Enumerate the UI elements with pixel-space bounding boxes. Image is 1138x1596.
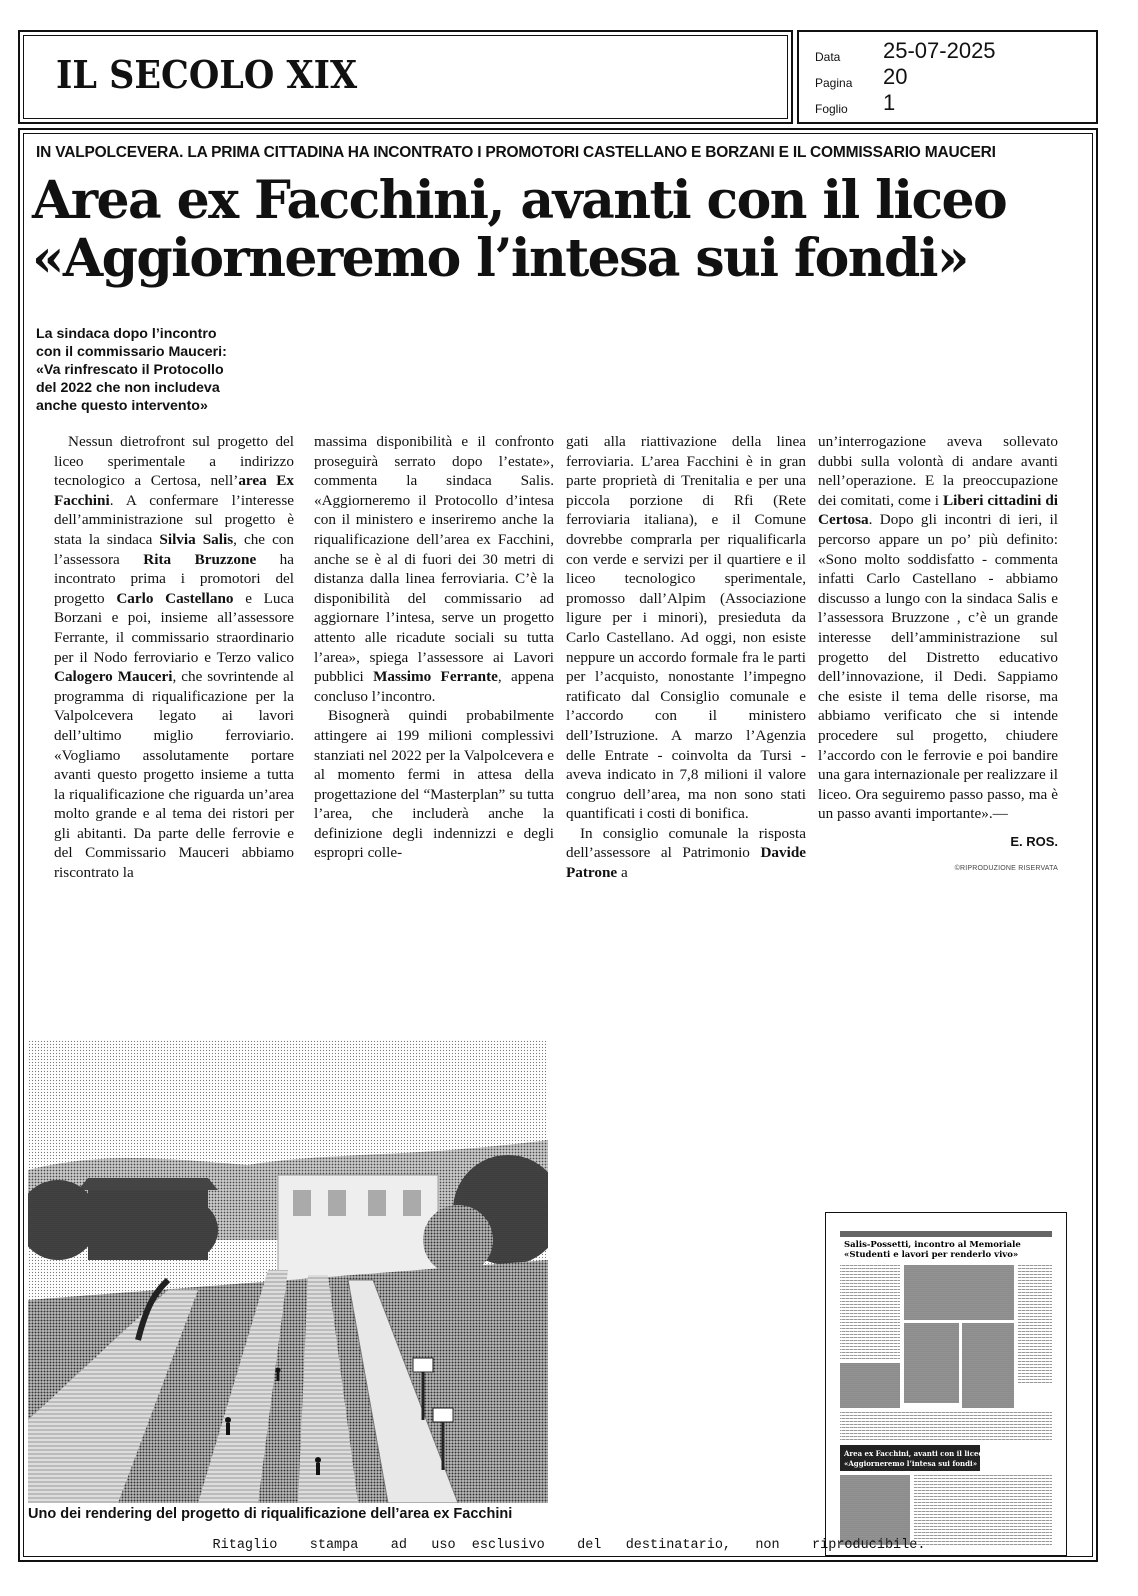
article-column-1 bbox=[54, 432, 294, 883]
summary-line: «Va rinfrescato il Protocollo bbox=[36, 362, 224, 378]
document-header bbox=[18, 30, 1098, 126]
thumb-headline-2: «Studenti e lavori per renderlo vivo» bbox=[844, 1250, 1019, 1260]
body-paragraph: un’interrogazione aveva sollevato dubbi sulla volontà di andare avanti nell’operazione. E la preoccupazione dei comitati, come i Liberi cittadini di Certosa. Dopo gli incontri di ieri, il percorso appare un po’ più definito: «Sono molto soddisfatto - commenta infatti Carlo Castellano - abbiamo discusso a lungo con la sindaca Salis e l’assessora Bruzzone , c’è un grande interesse dell’amministrazione sul progetto del Distretto educativo dell’innovazione, il Dedi. Sappiamo che esiste il tema delle risorse, ma abbiamo verificato che si intende procedere sul progetto, chiudere l’accordo con le ferrovie e poi bandire una gara internazionale per realizzare il liceo. Ora seguiremo passo passo, ma è un passo avanti importante».— bbox=[818, 433, 1058, 823]
copyright-notice: ©RIPRODUZIONE RISERVATA bbox=[954, 865, 1058, 873]
body-paragraph: gati alla riattivazione della linea ferroviaria. L’area Facchini è in gran parte proprietà di Trenitalia e per una piccola porzione di Rfi (Rete ferroviaria italiana), e il Comune dovrebbe comprarla per riqualificarla con verde e servizi per il quartiere e il liceo tecnologico sperimentale, promosso dall’Alpim (Associazione ligure per i minori), presieduta da Carlo Castellano. Ad oggi, non esiste neppure un accordo formale fra le parti per l’acquisto, nonostante l’impegno ratificato dal Consiglio comunale e l’accordo con il ministero dell’Istruzione. A marzo l’Agenzia delle Entrate - coinvolta da Tursi - aveva indicato in 7,8 milioni il valore congruo dell’area, ma non sono stati quantificati i costi di bonifica. bbox=[566, 433, 806, 823]
photo-caption: Uno dei rendering del progetto di riqualificazione dell’area ex Facchini bbox=[28, 1506, 513, 1522]
article-column-2 bbox=[314, 432, 554, 863]
thumb-photo bbox=[840, 1475, 910, 1545]
page-thumbnail bbox=[825, 1212, 1067, 1556]
tree bbox=[423, 1205, 493, 1275]
author-signature: E. ROS. bbox=[1010, 833, 1058, 849]
article-column-3 bbox=[566, 432, 806, 883]
sheet-value: 1 bbox=[883, 90, 896, 115]
thumb-headline-1: Salis-Possetti, incontro al Memoriale bbox=[844, 1240, 1021, 1250]
person bbox=[276, 1368, 281, 1373]
window bbox=[403, 1190, 421, 1216]
date-value: 25-07-2025 bbox=[883, 38, 996, 63]
rendering-photo bbox=[28, 1040, 548, 1503]
thumb-text-block bbox=[914, 1475, 1052, 1545]
hoop-board bbox=[433, 1408, 453, 1422]
article-column-4 bbox=[818, 432, 1058, 879]
tree bbox=[158, 1200, 218, 1260]
body-paragraph: Nessun dietrofront sul progetto del liceo sperimentale a indirizzo tecnologico a Certosa, nell’area Ex Facchini. A confermare l’interesse dell’amministrazione sul progetto è stata la sindaca Silvia Salis, che con l’assessora Rita Bruzzone ha incontrato prima i promotori del progetto Carlo Castellano e Luca Borzani e poi, insieme all’assessore Ferrante, il commissario straordinario per il Nodo ferroviario e Terzo valico Calogero Mauceri, che sovrintende al programma di riqualificazione per la Valpolcevera legato ai lavori dell’ultimo miglio ferroviario. «Vogliamo assolutamente portare avanti questo progetto insieme a tutta la riqualificazione che riguarda un’area molto grande e al tema dei ristori per gli abitanti. Da parte delle ferrovie e del Commissario Mauceri abbiamo riscontrato la bbox=[54, 433, 295, 882]
thumb-headline-3: Area ex Facchini, avanti con il liceo bbox=[844, 1449, 984, 1458]
article-frame bbox=[18, 128, 1098, 1562]
sheet-label: Foglio bbox=[815, 102, 848, 116]
body-paragraph: massima disponibilità e il confronto proseguirà serrato dopo l’estate», commenta la sindaca Salis. «Aggiorneremo il Protocollo d’intesa con il ministero e inseriremo anche la riqualificazione dell’area ex Facchini, anche se è al di fuori dei 30 metri di distanza dalla linea ferroviaria. C’è la disponibilità del commissario ad aggiornare l’intesa, serve un progetto attento alle ricadute sociali su tutta l’area», spiega l’assessore ai Lavori pubblici Massimo Ferrante, appena concluso l’incontro. bbox=[314, 433, 554, 705]
article-kicker: IN VALPOLCEVERA. LA PRIMA CITTADINA HA INCONTRATO I PROMOTORI CASTELLANO E BORZANI E IL COMMISSARIO MAUCERI bbox=[36, 144, 996, 161]
summary-line: del 2022 che non includeva bbox=[36, 380, 220, 396]
thumb-photo bbox=[904, 1265, 1014, 1320]
summary-line: con il commissario Mauceri: bbox=[36, 344, 227, 360]
pavilion-roof bbox=[78, 1178, 218, 1190]
article-headline bbox=[32, 172, 1082, 288]
page-label: Pagina bbox=[815, 76, 853, 90]
person bbox=[316, 1463, 320, 1475]
person bbox=[225, 1417, 231, 1423]
clipping-footer: Ritaglio stampa ad uso esclusivo del destinatario, non riproducibile. bbox=[212, 1538, 926, 1553]
article-summary bbox=[36, 325, 266, 415]
person bbox=[315, 1457, 321, 1463]
window bbox=[293, 1190, 311, 1216]
thumb-kicker bbox=[840, 1231, 1052, 1237]
thumb-text-column bbox=[1018, 1265, 1052, 1385]
clipping-info-box bbox=[797, 30, 1098, 124]
headline-line-2: «Aggiorneremo l’intesa sui fondi» bbox=[32, 228, 968, 289]
thumb-photo bbox=[840, 1363, 900, 1408]
window bbox=[328, 1190, 346, 1216]
summary-line: anche questo intervento» bbox=[36, 398, 208, 414]
masthead-box bbox=[18, 30, 793, 124]
body-paragraph: In consiglio comunale la risposta dell’assessore al Patrimonio Davide Patrone a bbox=[566, 824, 806, 882]
thumb-text-block bbox=[840, 1411, 1052, 1441]
date-label: Data bbox=[815, 50, 841, 64]
thumb-photo bbox=[962, 1323, 1014, 1408]
thumb-photo bbox=[904, 1323, 959, 1403]
person bbox=[226, 1423, 230, 1435]
summary-line: La sindaca dopo l’incontro bbox=[36, 326, 217, 342]
window bbox=[368, 1190, 386, 1216]
thumb-text-column bbox=[840, 1265, 900, 1360]
headline-line-1: Area ex Facchini, avanti con il liceo bbox=[32, 170, 1007, 231]
page-value: 20 bbox=[883, 64, 908, 89]
body-paragraph: Bisognerà quindi probabilmente attingere ai 199 milioni complessivi stanziati nel 2022 per la Valpolcevera e al momento fermi in attesa della progettazione del “Masterplan” su tutta l’area, che includerà anche la definizione degli indennizzi e degli espropri colle- bbox=[314, 707, 554, 862]
newspaper-masthead: IL SECOLO XIX bbox=[56, 52, 358, 97]
thumb-headline-4: «Aggiorneremo l’intesa sui fondi» bbox=[844, 1459, 978, 1468]
person bbox=[277, 1372, 280, 1381]
hoop-board bbox=[413, 1358, 433, 1372]
